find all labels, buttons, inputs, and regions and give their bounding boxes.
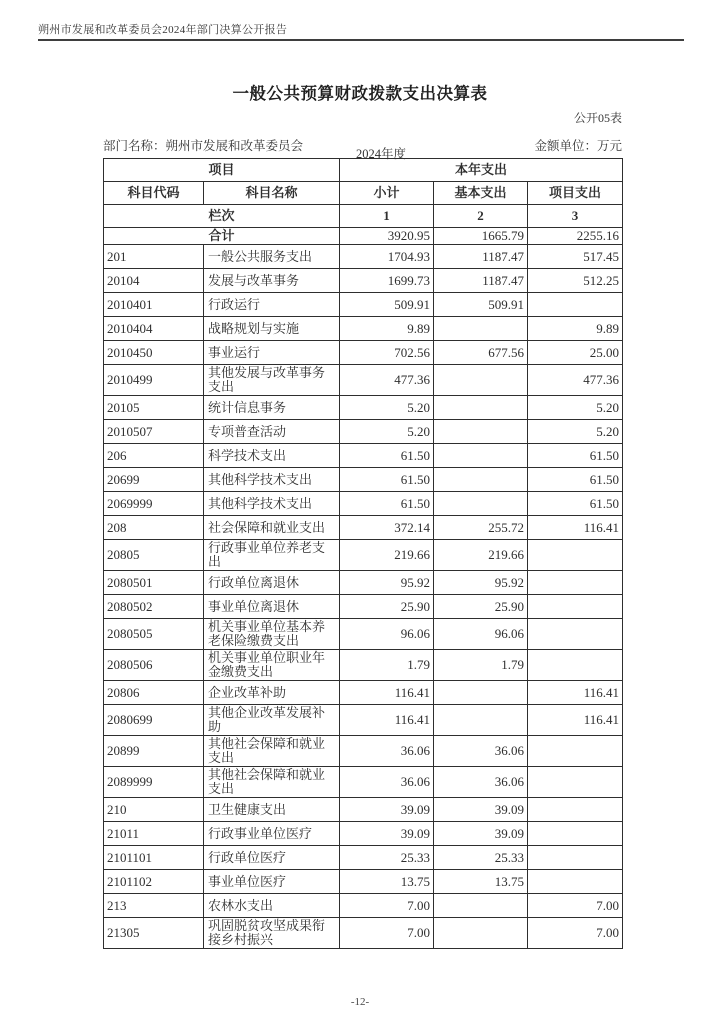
project-expense-cell	[528, 870, 623, 894]
table-row	[104, 444, 623, 468]
subtotal-cell: 96.06	[340, 619, 434, 650]
subject-code-cell: 2010404	[104, 317, 204, 341]
basic-expense-cell: 36.06	[434, 767, 528, 798]
basic-expense-cell	[434, 420, 528, 444]
basic-expense-cell: 95.92	[434, 571, 528, 595]
project-expense-cell	[528, 619, 623, 650]
basic-expense-cell: 96.06	[434, 619, 528, 650]
subject-name-cell: 专项普查活动	[204, 420, 340, 444]
subject-name-cell: 其他社会保障和就业支出	[204, 767, 340, 798]
table-row	[104, 736, 623, 767]
project-expense-cell: 7.00	[528, 918, 623, 949]
subtotal-cell: 5.20	[340, 420, 434, 444]
basic-expense-cell: 36.06	[434, 736, 528, 767]
project-expense-cell	[528, 595, 623, 619]
table-row	[104, 822, 623, 846]
subtotal-cell: 36.06	[340, 736, 434, 767]
subtotal-cell: 219.66	[340, 540, 434, 571]
subject-name-cell: 其他社会保障和就业支出	[204, 736, 340, 767]
subject-code-cell: 2080501	[104, 571, 204, 595]
project-expense-cell: 61.50	[528, 492, 623, 516]
subtotal-cell: 61.50	[340, 444, 434, 468]
header-project-group: 项目	[104, 159, 340, 182]
subtotal-cell: 7.00	[340, 894, 434, 918]
subtotal-cell: 61.50	[340, 468, 434, 492]
basic-expense-cell	[434, 365, 528, 396]
basic-expense-cell: 677.56	[434, 341, 528, 365]
subject-code-cell: 208	[104, 516, 204, 540]
subtotal-cell: 372.14	[340, 516, 434, 540]
table-row	[104, 540, 623, 571]
subject-name-cell: 行政事业单位医疗	[204, 822, 340, 846]
basic-expense-cell: 1.79	[434, 650, 528, 681]
subtotal-cell: 7.00	[340, 918, 434, 949]
project-expense-cell: 5.20	[528, 396, 623, 420]
header-col-basic-expense: 基本支出	[434, 182, 528, 205]
project-expense-cell: 9.89	[528, 317, 623, 341]
basic-expense-cell	[434, 396, 528, 420]
basic-expense-cell: 39.09	[434, 798, 528, 822]
subject-name-cell: 其他科学技术支出	[204, 492, 340, 516]
subject-name-cell: 社会保障和就业支出	[204, 516, 340, 540]
column-index-2: 2	[434, 205, 528, 228]
table-row	[104, 341, 623, 365]
basic-expense-cell	[434, 317, 528, 341]
subtotal-cell: 5.20	[340, 396, 434, 420]
subject-name-cell: 巩固脱贫攻坚成果衔接乡村振兴	[204, 918, 340, 949]
project-expense-cell: 7.00	[528, 894, 623, 918]
grand-total-basic: 1665.79	[434, 228, 528, 245]
subject-name-cell: 发展与改革事务	[204, 269, 340, 293]
basic-expense-cell	[434, 492, 528, 516]
budget-table	[103, 158, 623, 949]
subtotal-cell: 95.92	[340, 571, 434, 595]
basic-expense-cell: 39.09	[434, 822, 528, 846]
subject-name-cell: 卫生健康支出	[204, 798, 340, 822]
header-group-row	[104, 159, 623, 182]
table-row	[104, 516, 623, 540]
header-col-subtotal: 小计	[340, 182, 434, 205]
project-expense-cell: 477.36	[528, 365, 623, 396]
column-index-1: 1	[340, 205, 434, 228]
subject-name-cell: 行政运行	[204, 293, 340, 317]
basic-expense-cell	[434, 468, 528, 492]
project-expense-cell: 512.25	[528, 269, 623, 293]
header-col-subject-name: 科目名称	[204, 182, 340, 205]
project-expense-cell	[528, 736, 623, 767]
project-expense-cell: 61.50	[528, 444, 623, 468]
subtotal-cell: 9.89	[340, 317, 434, 341]
project-expense-cell	[528, 571, 623, 595]
department-name-label: 部门名称：朔州市发展和改革委员会	[103, 139, 304, 153]
subtotal-cell: 13.75	[340, 870, 434, 894]
subject-name-cell: 科学技术支出	[204, 444, 340, 468]
table-row	[104, 595, 623, 619]
subject-code-cell: 2089999	[104, 767, 204, 798]
subject-name-cell: 其他科学技术支出	[204, 468, 340, 492]
table-row	[104, 317, 623, 341]
column-index-3: 3	[528, 205, 623, 228]
subtotal-cell: 61.50	[340, 492, 434, 516]
subject-name-cell: 一般公共服务支出	[204, 245, 340, 269]
project-expense-cell: 25.00	[528, 341, 623, 365]
subject-code-cell: 21011	[104, 822, 204, 846]
table-code-label: 公开05表	[573, 111, 622, 125]
page-number: -12-	[350, 996, 370, 1008]
basic-expense-cell	[434, 444, 528, 468]
basic-expense-cell: 13.75	[434, 870, 528, 894]
grand-total-project: 2255.16	[528, 228, 623, 245]
subtotal-cell: 25.90	[340, 595, 434, 619]
table-row	[104, 681, 623, 705]
subject-name-cell: 其他企业改革发展补助	[204, 705, 340, 736]
table-row	[104, 420, 623, 444]
table-row	[104, 492, 623, 516]
table-row	[104, 798, 623, 822]
subject-name-cell: 机关事业单位基本养老保险缴费支出	[204, 619, 340, 650]
column-index-row	[104, 205, 623, 228]
project-expense-cell: 116.41	[528, 516, 623, 540]
header-rule	[38, 39, 684, 41]
table-row	[104, 571, 623, 595]
table-row	[104, 894, 623, 918]
basic-expense-cell	[434, 705, 528, 736]
subtotal-cell: 1704.93	[340, 245, 434, 269]
project-expense-cell	[528, 798, 623, 822]
project-expense-cell: 116.41	[528, 705, 623, 736]
subject-code-cell: 206	[104, 444, 204, 468]
basic-expense-cell: 1187.47	[434, 269, 528, 293]
subject-code-cell: 20104	[104, 269, 204, 293]
project-expense-cell	[528, 540, 623, 571]
subject-name-cell: 行政单位医疗	[204, 846, 340, 870]
subject-name-cell: 企业改革补助	[204, 681, 340, 705]
basic-expense-cell: 25.33	[434, 846, 528, 870]
subject-name-cell: 机关事业单位职业年金缴费支出	[204, 650, 340, 681]
basic-expense-cell: 1187.47	[434, 245, 528, 269]
project-expense-cell	[528, 293, 623, 317]
grand-total-label: 合计	[104, 228, 340, 245]
project-expense-cell: 5.20	[528, 420, 623, 444]
subject-name-cell: 其他发展与改革事务支出	[204, 365, 340, 396]
subject-name-cell: 农林水支出	[204, 894, 340, 918]
subject-code-cell: 20699	[104, 468, 204, 492]
table-row	[104, 365, 623, 396]
project-expense-cell: 517.45	[528, 245, 623, 269]
table-row	[104, 269, 623, 293]
subject-name-cell: 战略规划与实施	[204, 317, 340, 341]
subtotal-cell: 25.33	[340, 846, 434, 870]
subject-name-cell: 统计信息事务	[204, 396, 340, 420]
basic-expense-cell	[434, 894, 528, 918]
table-row	[104, 705, 623, 736]
column-index-label: 栏次	[104, 205, 340, 228]
subject-code-cell: 2101101	[104, 846, 204, 870]
fiscal-year-label: 2024年度	[356, 147, 407, 161]
amount-unit-label: 金额单位：万元	[534, 139, 622, 153]
subject-code-cell: 21305	[104, 918, 204, 949]
project-expense-cell	[528, 822, 623, 846]
doc-header-text: 朔州市发展和改革委员会2024年部门决算公开报告	[38, 24, 288, 36]
subject-name-cell: 事业单位离退休	[204, 595, 340, 619]
subject-code-cell: 2010450	[104, 341, 204, 365]
project-expense-cell	[528, 846, 623, 870]
subtotal-cell: 1.79	[340, 650, 434, 681]
table-row	[104, 293, 623, 317]
project-expense-cell: 116.41	[528, 681, 623, 705]
basic-expense-cell	[434, 681, 528, 705]
basic-expense-cell	[434, 918, 528, 949]
subtotal-cell: 116.41	[340, 705, 434, 736]
table-row	[104, 245, 623, 269]
grand-total-subtotal: 3920.95	[340, 228, 434, 245]
subject-code-cell: 2080699	[104, 705, 204, 736]
subtotal-cell: 1699.73	[340, 269, 434, 293]
subject-code-cell: 20805	[104, 540, 204, 571]
subject-code-cell: 2080502	[104, 595, 204, 619]
header-col-subject-code: 科目代码	[104, 182, 204, 205]
subject-name-cell: 行政事业单位养老支出	[204, 540, 340, 571]
subject-name-cell: 事业单位医疗	[204, 870, 340, 894]
subtotal-cell: 702.56	[340, 341, 434, 365]
table-row	[104, 619, 623, 650]
subject-code-cell: 2101102	[104, 870, 204, 894]
basic-expense-cell: 509.91	[434, 293, 528, 317]
table-row	[104, 846, 623, 870]
basic-expense-cell: 255.72	[434, 516, 528, 540]
subject-code-cell: 210	[104, 798, 204, 822]
table-row	[104, 468, 623, 492]
header-columns-row	[104, 182, 623, 205]
table-row	[104, 650, 623, 681]
header-col-project-expense: 项目支出	[528, 182, 623, 205]
table-row	[104, 870, 623, 894]
project-expense-cell	[528, 650, 623, 681]
table-row	[104, 396, 623, 420]
basic-expense-cell: 219.66	[434, 540, 528, 571]
basic-expense-cell: 25.90	[434, 595, 528, 619]
header-current-year-group: 本年支出	[340, 159, 623, 182]
table-row	[104, 767, 623, 798]
subject-code-cell: 2010507	[104, 420, 204, 444]
subject-code-cell: 2080505	[104, 619, 204, 650]
page-title: 一般公共预算财政拨款支出决算表	[232, 84, 488, 103]
subtotal-cell: 116.41	[340, 681, 434, 705]
subject-code-cell: 2010401	[104, 293, 204, 317]
subject-code-cell: 20806	[104, 681, 204, 705]
subject-code-cell: 2010499	[104, 365, 204, 396]
project-expense-cell: 61.50	[528, 468, 623, 492]
subject-name-cell: 行政单位离退休	[204, 571, 340, 595]
subtotal-cell: 39.09	[340, 822, 434, 846]
subject-name-cell: 事业运行	[204, 341, 340, 365]
subject-code-cell: 20105	[104, 396, 204, 420]
subtotal-cell: 39.09	[340, 798, 434, 822]
subtotal-cell: 477.36	[340, 365, 434, 396]
subject-code-cell: 20899	[104, 736, 204, 767]
subject-code-cell: 201	[104, 245, 204, 269]
grand-total-row	[104, 228, 623, 245]
subject-code-cell: 213	[104, 894, 204, 918]
subject-code-cell: 2080506	[104, 650, 204, 681]
subtotal-cell: 509.91	[340, 293, 434, 317]
table-row	[104, 918, 623, 949]
subtotal-cell: 36.06	[340, 767, 434, 798]
subject-code-cell: 2069999	[104, 492, 204, 516]
project-expense-cell	[528, 767, 623, 798]
